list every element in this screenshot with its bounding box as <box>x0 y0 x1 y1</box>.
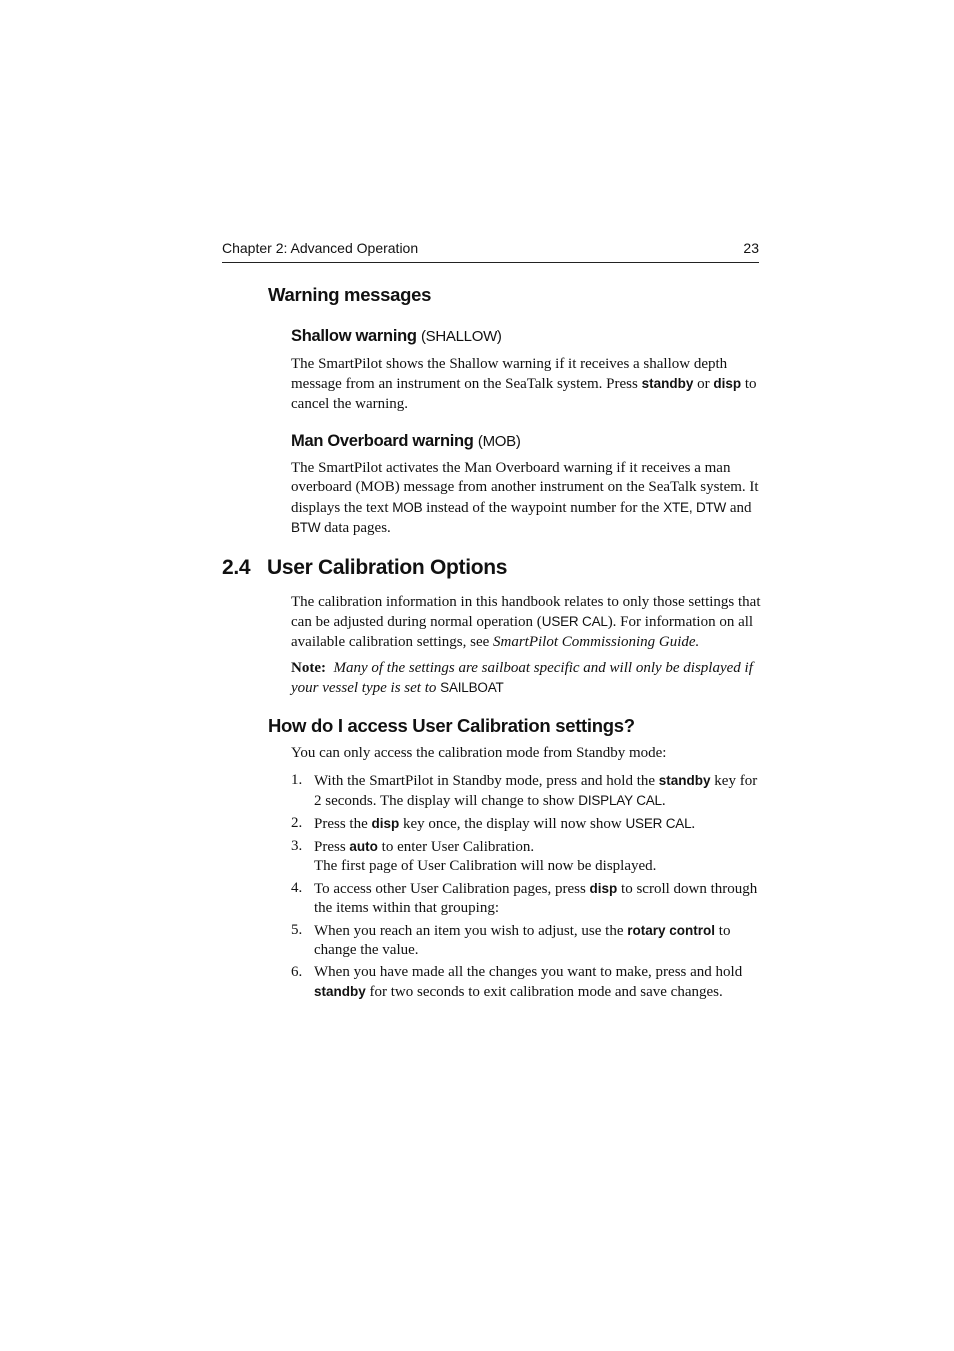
step-number: 5. <box>291 922 303 939</box>
shallow-text-3: to cancel the warning. <box>291 376 757 412</box>
page-number: 23 <box>743 240 759 256</box>
step-key-label: standby <box>658 773 711 788</box>
step-text: When you reach an item you wish to adjust, use the <box>314 923 628 940</box>
step-text: key for 2 seconds. The display will change to show <box>314 773 758 810</box>
step-text: key once, the display will now show <box>399 816 626 833</box>
mob-warning-paragraph <box>291 459 761 538</box>
list-item <box>291 814 761 834</box>
step-text: to change the value. <box>314 923 731 959</box>
section-heading <box>222 556 507 580</box>
step-number: 1. <box>291 772 303 788</box>
shallow-warning-code: (SHALLOW) <box>420 328 502 345</box>
user-cal-code: USER CAL <box>625 816 692 832</box>
chapter-title: Chapter 2: Advanced Operation <box>222 240 419 256</box>
mob-warning-title: Man Overboard warning <box>291 432 474 450</box>
step-text: Press <box>314 838 350 855</box>
mob-text-2: instead of the waypoint number for the <box>422 499 664 516</box>
step-text: The first page of User Calibration will now be displayed. <box>314 858 657 875</box>
commissioning-guide-title: SmartPilot Commissioning Guide. <box>493 633 700 650</box>
mob-warning-code: (MOB) <box>477 433 521 450</box>
calibration-intro-paragraph <box>291 593 761 652</box>
mob-text-1: The SmartPilot activates the Man Overboard warning if it receives a man overboard (MOB) message from another instrument on the SeaTalk system. It displays the text <box>291 460 759 516</box>
step-text: . <box>691 816 696 833</box>
step-key-label: auto <box>349 838 378 854</box>
user-cal-code: USER CAL <box>541 614 608 630</box>
step-text: With the SmartPilot in Standby mode, press and hold the <box>314 773 659 789</box>
mob-text-3: and <box>726 499 752 516</box>
standby-key-label: standby <box>641 376 694 392</box>
access-intro: You can only access the calibration mode from Standby mode: <box>291 745 667 761</box>
shallow-text-2: or <box>693 376 714 393</box>
xte-dtw-code-text: XTE, DTW <box>663 499 727 515</box>
step-text: to scroll down through the items within that grouping: <box>314 880 758 917</box>
step-text: for two seconds to exit calibration mode and save changes. <box>365 984 723 1001</box>
disp-key-label: disp <box>713 376 742 392</box>
list-item <box>291 879 761 919</box>
step-key-label: disp <box>589 880 618 896</box>
section-number: 2.4 <box>222 556 251 579</box>
step-number: 2. <box>291 815 303 832</box>
shallow-warning-paragraph <box>291 355 761 414</box>
sailboat-code: SAILBOAT <box>440 680 504 696</box>
step-number: 6. <box>291 964 303 981</box>
calibration-intro-text-2: ). For information on all available calibration settings, see <box>291 614 754 650</box>
calibration-intro-text-1: The calibration information in this handbook relates to only those settings that can be adjusted during normal operation ( <box>291 594 761 631</box>
step-key-label: rotary control <box>627 923 716 939</box>
step-key-label: standby <box>314 984 366 1000</box>
steps-list <box>291 771 761 1003</box>
btw-code-text: BTW <box>291 519 321 535</box>
step-text: Press the <box>314 816 372 833</box>
steps-list-container <box>291 771 761 1005</box>
mob-warning-heading <box>291 432 521 451</box>
access-heading: How do I access User Calibration settings? <box>268 715 635 736</box>
note-text: Many of the settings are sailboat specific and will only be displayed if your vessel type is set to <box>291 660 753 697</box>
step-number: 3. <box>291 837 303 854</box>
display-cal-code: DISPLAY CAL <box>578 793 662 809</box>
note-paragraph <box>291 659 761 699</box>
list-item <box>291 837 761 877</box>
section-title: User Calibration Options <box>267 556 508 579</box>
step-number: 4. <box>291 879 303 896</box>
list-item <box>291 771 761 812</box>
shallow-warning-heading <box>291 327 502 346</box>
mob-code-text: MOB <box>392 499 423 515</box>
step-text: . <box>661 793 666 810</box>
list-item <box>291 963 761 1003</box>
step-text: To access other User Calibration pages, press <box>314 880 590 897</box>
warning-messages-heading: Warning messages <box>268 284 432 305</box>
step-key-label: disp <box>371 816 400 832</box>
step-text: When you have made all the changes you want to make, press and hold <box>314 964 743 981</box>
mob-text-4: data pages. <box>320 519 391 536</box>
running-header <box>222 240 759 263</box>
shallow-text-1: The SmartPilot shows the Shallow warning if it receives a shallow depth message from an instrument on the SeaTalk system. Press <box>291 356 728 393</box>
step-text: to enter User Calibration. <box>377 838 535 855</box>
list-item <box>291 921 761 961</box>
note-label: Note: <box>291 660 326 676</box>
shallow-warning-title: Shallow warning <box>291 327 417 345</box>
